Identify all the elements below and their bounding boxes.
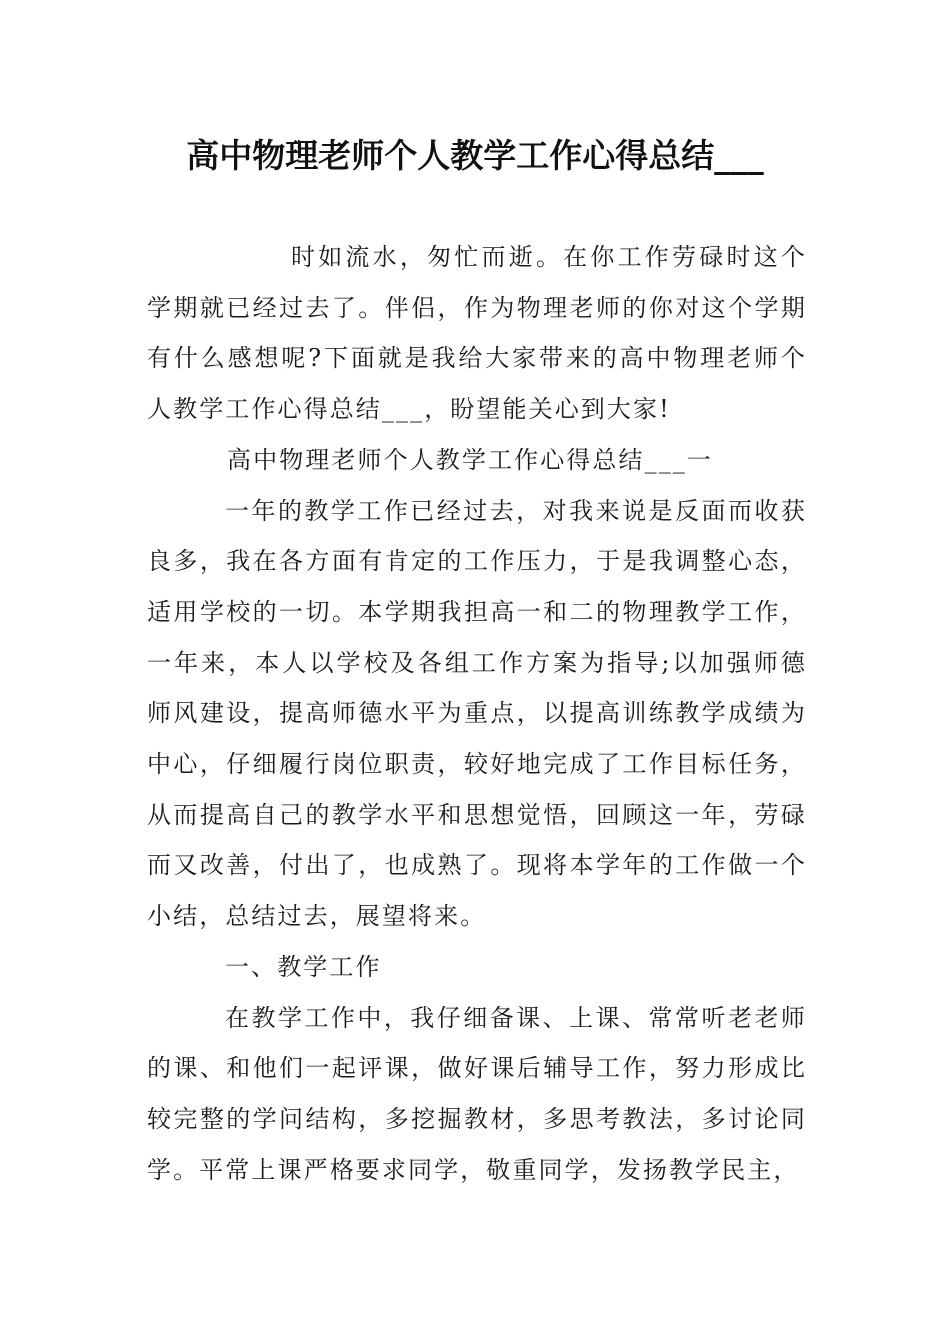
document-body [147,232,807,1195]
summary-paragraph: 一年的教学工作已经过去，对我来说是反面而收获良多，我在各方面有肯定的工作压力，于是我调整心态，适用学校的一切。本学期我担高一和二的物理教学工作，一年来，本人以学校及各组工作方案为指导;以加强师德师风建设，提高师德水平为重点，以提高训练教学成绩为中心，仔细履行岗位职责，较好地完成了工作目标任务，从而提高自己的教学水平和思想觉悟，回顾这一年，劳碌而又改善，付出了，也成熟了。现将本学年的工作做一个小结，总结过去，展望将来。 [147,496,807,931]
teaching-paragraph: 在教学工作中，我仔细备课、上课、常常听老老师的课、和他们一起评课，做好课后辅导工作，努力形成比较完整的学问结构，多挖掘教材，多思考教法，多讨论同学。平常上课严格要求同学，敬重同学，发扬教学民主， [147,1003,807,1184]
section-subtitle: 高中物理老师个人教学工作心得总结___一 [227,445,713,474]
document-title: 高中物理老师个人教学工作心得总结___ [186,136,764,175]
section-heading-teaching: 一、教学工作 [225,952,382,981]
intro-paragraph: 时如流水，匆忙而逝。在你工作劳碌时这个学期就已经过去了。伴侣，作为物理老师的你对这个学期有什么感想呢?下面就是我给大家带来的高中物理老师个人教学工作心得总结___，盼望能关心到大家! [147,243,807,424]
